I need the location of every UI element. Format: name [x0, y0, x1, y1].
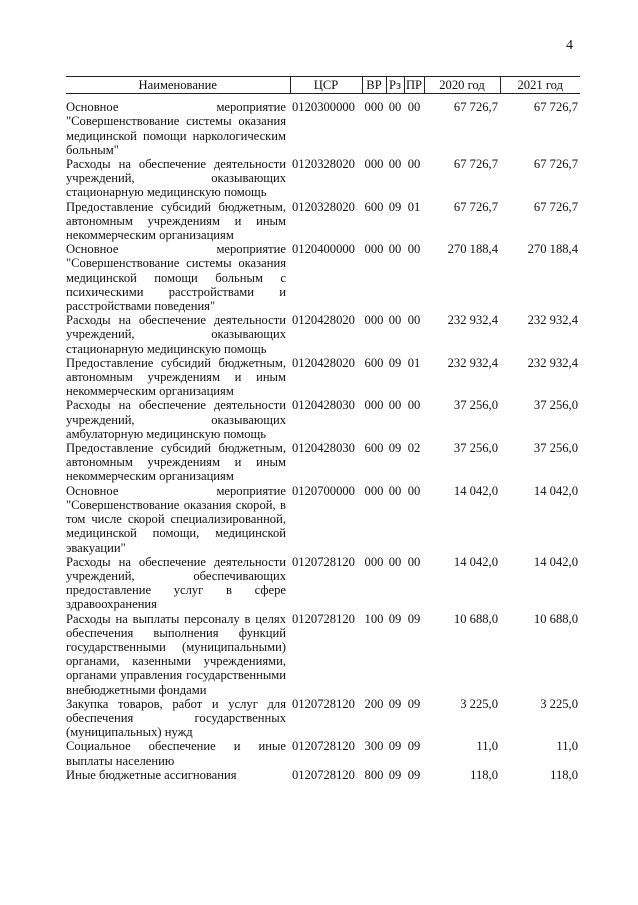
cell-csr: 0120728120	[292, 554, 355, 569]
cell-rz: 00	[388, 398, 402, 413]
cell-rz: 09	[388, 611, 402, 626]
cell-y2021: 37 256,0	[533, 441, 578, 456]
cell-vr: 000	[364, 483, 384, 498]
cell-rz: 00	[388, 242, 402, 257]
cell-rz: 00	[388, 100, 402, 115]
cell-name: Предоставление субсидий бюджетным, автономным учреждениям и иным некоммерческим организациям	[66, 441, 286, 484]
cell-y2020: 14 042,0	[453, 554, 498, 569]
cell-csr: 0120428020	[292, 313, 355, 328]
cell-vr: 800	[364, 767, 384, 782]
cell-y2020: 232 932,4	[447, 355, 498, 370]
cell-y2021: 14 042,0	[533, 554, 578, 569]
cell-vr: 000	[364, 242, 384, 257]
cell-name: Основное мероприятие "Совершенствование оказания скорой, в том числе скорой специализированной, медицинской помощи, медицинской эвакуации"	[66, 483, 286, 555]
table-row	[66, 484, 580, 555]
cell-vr: 600	[364, 441, 384, 456]
cell-y2020: 14 042,0	[453, 483, 498, 498]
cell-csr: 0120728120	[292, 739, 355, 754]
cell-rz: 00	[388, 483, 402, 498]
header-pr: ПР	[405, 78, 423, 92]
table-row	[66, 555, 580, 612]
cell-name: Расходы на обеспечение деятельности учреждений, оказывающих стационарную медицинскую помощь	[66, 157, 286, 200]
cell-y2021: 232 932,4	[527, 313, 578, 328]
cell-y2021: 14 042,0	[533, 483, 578, 498]
cell-csr: 0120728120	[292, 767, 355, 782]
cell-name: Основное мероприятие "Совершенствование системы оказания медицинской помощи наркологическим больным"	[66, 100, 286, 157]
cell-pr: 00	[407, 157, 421, 172]
header-2020: 2020 год	[424, 77, 500, 94]
cell-pr: 09	[407, 611, 421, 626]
cell-y2020: 67 726,7	[453, 199, 498, 214]
table-row	[66, 697, 580, 740]
cell-csr: 0120728120	[292, 696, 355, 711]
cell-pr: 00	[407, 483, 421, 498]
cell-y2021: 11,0	[556, 739, 578, 754]
cell-name: Предоставление субсидий бюджетным, автономным учреждениям и иным некоммерческим организациям	[66, 355, 286, 399]
cell-name: Основное мероприятие "Совершенствование системы оказания медицинской помощи больным с психическими расстройствами и расстройствами поведения"	[66, 242, 286, 314]
cell-y2020: 10 688,0	[453, 611, 498, 626]
cell-rz: 09	[388, 441, 402, 456]
cell-rz: 09	[388, 355, 402, 370]
cell-vr: 000	[364, 554, 384, 569]
cell-rz: 00	[388, 313, 402, 328]
cell-csr: 0120328020	[292, 157, 355, 172]
cell-csr: 0120400000	[292, 242, 355, 257]
cell-vr: 200	[364, 696, 384, 711]
cell-y2020: 67 726,7	[453, 100, 498, 115]
cell-y2021: 67 726,7	[533, 157, 578, 172]
cell-pr: 09	[407, 767, 421, 782]
cell-y2020: 37 256,0	[453, 398, 498, 413]
cell-y2021: 3 225,0	[540, 696, 578, 711]
header-2021: 2021 год	[500, 77, 580, 94]
table-row	[66, 356, 580, 399]
cell-pr: 01	[407, 199, 421, 214]
header-vr: ВР	[362, 77, 386, 94]
cell-vr: 300	[364, 739, 384, 754]
cell-name: Расходы на обеспечение деятельности учреждений, оказывающих стационарную медицинскую помощь	[66, 313, 286, 356]
cell-pr: 00	[407, 242, 421, 257]
cell-rz: 09	[388, 767, 402, 782]
table-row	[66, 441, 580, 484]
cell-name: Предоставление субсидий бюджетным, автономным учреждениям и иным некоммерческим организациям	[66, 199, 286, 243]
cell-name: Расходы на обеспечение деятельности учреждений, оказывающих амбулаторную медицинскую помощь	[66, 398, 286, 441]
cell-csr: 0120300000	[292, 100, 355, 115]
cell-pr: 01	[407, 355, 421, 370]
cell-name: Расходы на выплаты персоналу в целях обеспечения выполнения функций государственными (муниципальными) органами, казенными учреждениями, органами управления государственными внебюджетными фондами	[66, 611, 286, 697]
cell-y2020: 11,0	[476, 739, 498, 754]
cell-y2021: 232 932,4	[527, 355, 578, 370]
cell-pr: 00	[407, 398, 421, 413]
cell-y2020: 67 726,7	[453, 157, 498, 172]
table-row	[66, 398, 580, 441]
cell-vr: 100	[364, 611, 384, 626]
cell-pr: 09	[407, 739, 421, 754]
cell-y2020: 232 932,4	[447, 313, 498, 328]
cell-y2021: 67 726,7	[533, 100, 578, 115]
cell-vr: 000	[364, 100, 384, 115]
page-number: 4	[566, 38, 573, 53]
cell-y2020: 3 225,0	[460, 696, 498, 711]
table-body	[66, 94, 580, 782]
cell-name: Социальное обеспечение и иные выплаты населению	[66, 739, 286, 768]
table-row	[66, 739, 580, 767]
cell-y2021: 270 188,4	[527, 242, 578, 257]
table-row	[66, 200, 580, 243]
cell-y2020: 118,0	[470, 767, 498, 782]
table-row	[66, 94, 580, 157]
cell-pr: 02	[407, 441, 421, 456]
cell-vr: 600	[364, 199, 384, 214]
cell-name: Закупка товаров, работ и услуг для обеспечения государственных (муниципальных) нужд	[66, 696, 286, 740]
cell-csr: 0120428030	[292, 398, 355, 413]
cell-name: Расходы на обеспечение деятельности учреждений, обеспечивающих предоставление услуг в сфере здравоохранения	[66, 554, 286, 612]
cell-rz: 00	[388, 157, 402, 172]
cell-name: Иные бюджетные ассигнования	[66, 767, 237, 782]
table-row	[66, 612, 580, 697]
cell-pr: 00	[407, 313, 421, 328]
cell-rz: 09	[388, 199, 402, 214]
header-csr: ЦСР	[290, 77, 362, 94]
budget-table	[66, 76, 580, 782]
cell-y2021: 67 726,7	[533, 199, 578, 214]
cell-csr: 0120428020	[292, 355, 355, 370]
cell-y2021: 10 688,0	[533, 611, 578, 626]
cell-rz: 09	[388, 696, 402, 711]
cell-vr: 000	[364, 157, 384, 172]
cell-csr: 0120328020	[292, 199, 355, 214]
table-row	[66, 768, 580, 782]
cell-vr: 600	[364, 355, 384, 370]
cell-y2020: 270 188,4	[447, 242, 498, 257]
cell-vr: 000	[364, 313, 384, 328]
cell-y2021: 118,0	[550, 767, 578, 782]
cell-y2020: 37 256,0	[453, 441, 498, 456]
table-row	[66, 313, 580, 356]
table-row	[66, 157, 580, 200]
cell-rz: 09	[388, 739, 402, 754]
cell-rz: 00	[388, 554, 402, 569]
table-header-row	[66, 77, 580, 94]
cell-pr: 09	[407, 696, 421, 711]
header-name: Наименование	[66, 77, 290, 94]
cell-vr: 000	[364, 398, 384, 413]
cell-pr: 00	[407, 554, 421, 569]
cell-csr: 0120728120	[292, 611, 355, 626]
cell-csr: 0120428030	[292, 441, 355, 456]
header-rz: Рз	[386, 77, 404, 94]
cell-pr: 00	[407, 100, 421, 115]
cell-csr: 0120700000	[292, 483, 355, 498]
table-row	[66, 242, 580, 313]
cell-y2021: 37 256,0	[533, 398, 578, 413]
